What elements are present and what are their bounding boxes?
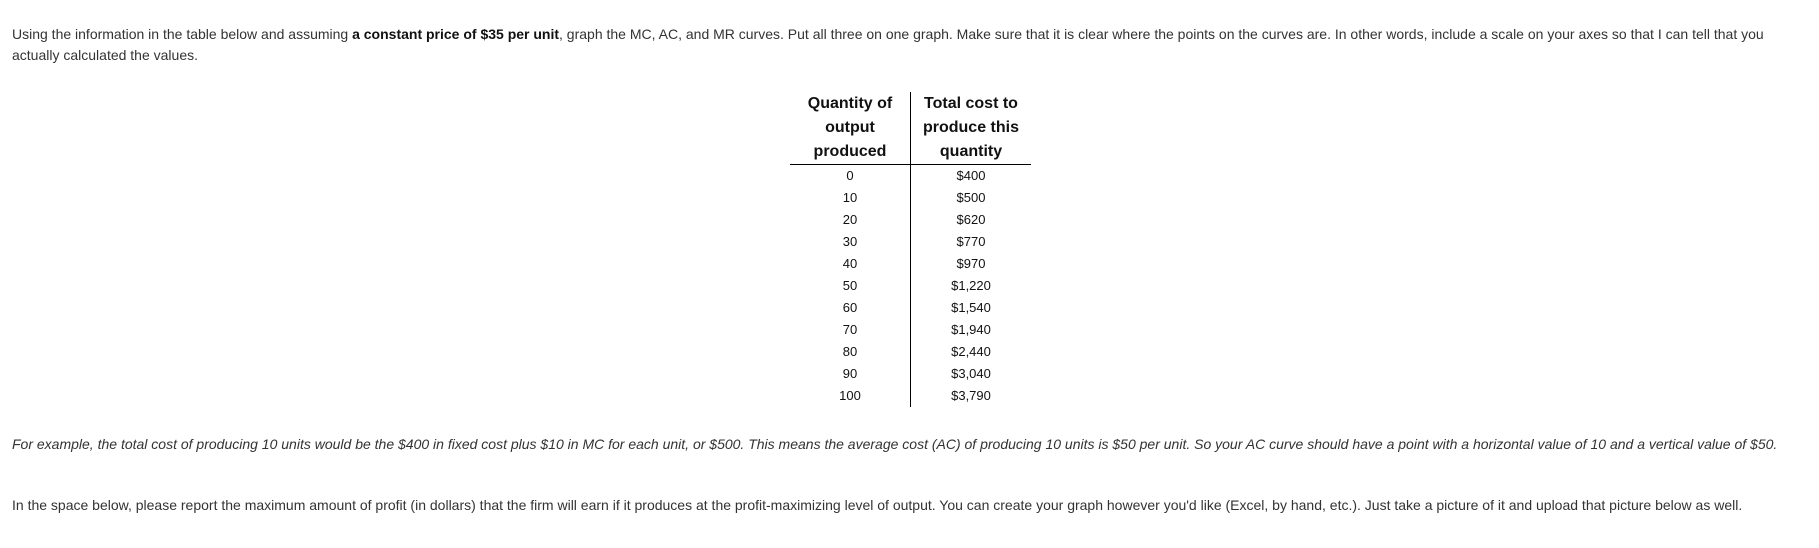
total-cost-cell: $3,040 xyxy=(951,366,991,381)
table-row xyxy=(790,297,1031,319)
total-cost-cell: $400 xyxy=(956,168,986,183)
quantity-cell: 90 xyxy=(790,363,911,385)
total-cost-cell: $1,220 xyxy=(951,278,991,293)
quantity-cell: 30 xyxy=(790,231,911,253)
intro-bold-price: a constant price of $35 per unit xyxy=(352,26,560,42)
intro-text-after: , graph the MC, AC, and MR curves. Put all three on one graph. Make sure that it is clear where the points on the curves are. In other words, include a scale on your axes so that I can tell that you actually calculated the values. xyxy=(12,26,1764,63)
table-row xyxy=(790,319,1031,341)
header-total-cost: Total cost to produce this quantity xyxy=(911,92,1032,165)
table-row xyxy=(790,253,1031,275)
quantity-cell: 60 xyxy=(790,297,911,319)
total-cost-cell: $770 xyxy=(956,234,986,249)
quantity-cell: 0 xyxy=(790,165,911,188)
quantity-cell: 50 xyxy=(790,275,911,297)
total-cost-cell: $970 xyxy=(956,256,986,271)
cost-table xyxy=(790,92,1031,407)
quantity-cell: 70 xyxy=(790,319,911,341)
table-row xyxy=(790,363,1031,385)
header-quantity: Quantity of output produced xyxy=(790,92,911,165)
total-cost-cell: $620 xyxy=(956,212,986,227)
total-cost-cell: $2,440 xyxy=(951,344,991,359)
instructions-paragraph: In the space below, please report the maximum amount of profit (in dollars) that the firm will earn if it produces at the profit-maximizing level of output. You can create your graph however you'd like (Excel, by hand, etc.). Just take a picture of it and upload that picture below as well. xyxy=(12,497,1743,513)
quantity-cell: 10 xyxy=(790,187,911,209)
total-cost-cell: $1,940 xyxy=(951,322,991,337)
table-row xyxy=(790,187,1031,209)
cost-table-container xyxy=(790,92,1031,407)
quantity-cell: 40 xyxy=(790,253,911,275)
question-intro xyxy=(12,24,1802,66)
total-cost-cell: $500 xyxy=(956,190,986,205)
table-row xyxy=(790,341,1031,363)
total-cost-cell: $1,540 xyxy=(951,300,991,315)
table-row xyxy=(790,165,1031,188)
quantity-cell: 20 xyxy=(790,209,911,231)
table-row xyxy=(790,209,1031,231)
quantity-cell: 80 xyxy=(790,341,911,363)
table-row xyxy=(790,231,1031,253)
table-header-row xyxy=(790,92,1031,165)
table-row xyxy=(790,275,1031,297)
intro-text-before: Using the information in the table below and assuming xyxy=(12,26,353,42)
example-paragraph: For example, the total cost of producing 10 units would be the $400 in fixed cost plus $10 in MC for each unit, or $500. This means the average cost (AC) of producing 10 units is $50 per unit. So your AC curve should have a point with a horizontal value of 10 and a vertical value of $50. xyxy=(12,436,1778,452)
quantity-cell: 100 xyxy=(790,385,911,407)
total-cost-cell: $3,790 xyxy=(951,388,991,403)
table-row xyxy=(790,385,1031,407)
